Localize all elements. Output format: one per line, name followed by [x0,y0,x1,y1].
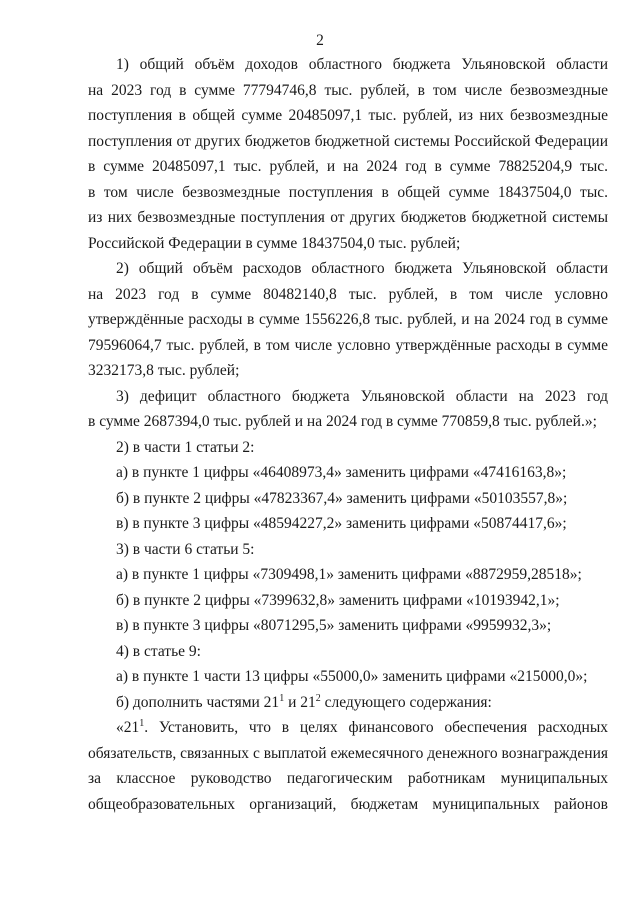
text-run: «21 [116,719,140,736]
text-line: поступления от других бюджетов бюджетной системы Российской Федерации [88,132,608,150]
text-line: в сумме 2687394,0 тыс. рублей и на 2024 год в сумме 770859,8 тыс. рублей.»; [88,413,597,430]
text-line: из них безвозмездные поступления от других бюджетов бюджетной системы [88,209,608,226]
list-item [88,690,608,716]
text-line: 3) дефицит областного бюджета Ульяновской области на 2023 год [116,387,608,405]
superscript: 1 [279,692,285,704]
list-item: б) в пункте 2 цифры «7399632,8» заменить цифрами «10193942,1»; [116,591,560,609]
text-run: и 21 [284,693,316,711]
text-run: . Установить, что в целях финансового обеспечения расходных [144,719,608,736]
document-body [88,52,608,817]
list-item: а) в пункте 1 части 13 цифры «55000,0» заменить цифрами «215000,0»; [116,668,588,685]
text-line: в сумме 20485097,1 тыс. рублей, и на 2024 год в сумме 78825204,9 тыс. [88,158,608,175]
list-item: 2) в части 1 статьи 2: [116,438,255,456]
text-run: б) дополнить частями 21 [116,693,280,711]
superscript: 2 [315,692,321,704]
text-line: Российской Федерации в сумме 18437504,0 тыс. рублей; [88,234,461,252]
text-line: на 2023 год в сумме 80482140,8 тыс. рублей, в том числе условно [88,285,608,303]
list-item: в) в пункте 3 цифры «8071295,5» заменить цифрами «9959932,3»; [116,617,552,634]
list-item: а) в пункте 1 цифры «7309498,1» заменить цифрами «8872959,28518»; [116,566,582,583]
list-item: б) в пункте 2 цифры «47823367,4» заменить цифрами «50103557,8»; [116,489,568,507]
text-run: следующего содержания: [320,693,492,711]
text-line: 3232173,8 тыс. рублей; [88,362,240,379]
text-line: за классное руководство педагогическим работникам муниципальных [88,770,608,787]
text-line: 2) общий объём расходов областного бюджета Ульяновской области [116,260,608,277]
text-line: поступления в общей сумме 20485097,1 тыс. рублей, из них безвозмездные [88,107,608,124]
text-line: на 2023 год в сумме 77794746,8 тыс. рублей, в том числе безвозмездные [88,81,608,99]
list-item: 4) в статье 9: [116,642,201,660]
superscript: 1 [139,718,145,729]
page-number: 2 [316,32,324,49]
list-item: 3) в части 6 статьи 5: [116,540,255,558]
text-line: в том числе безвозмездные поступления в общей сумме 18437504,0 тыс. [88,183,608,201]
text-line: общеобразовательных организаций, бюджетам муниципальных районов [88,795,608,813]
text-line: утверждённые расходы в сумме 1556226,8 тыс. рублей, и на 2024 год в сумме [88,311,608,328]
text-line: обязательств, связанных с выплатой ежемесячного денежного вознаграждения [88,744,608,762]
text-line [88,715,608,741]
list-item: в) в пункте 3 цифры «48594227,2» заменить цифрами «50874417,6»; [116,515,567,532]
text-line: 79596064,7 тыс. рублей, в том числе условно утверждённые расходы в сумме [88,336,608,354]
text-line: 1) общий объём доходов областного бюджета Ульяновской области [116,56,608,73]
list-item: а) в пункте 1 цифры «46408973,4» заменить цифрами «47416163,8»; [116,464,567,481]
